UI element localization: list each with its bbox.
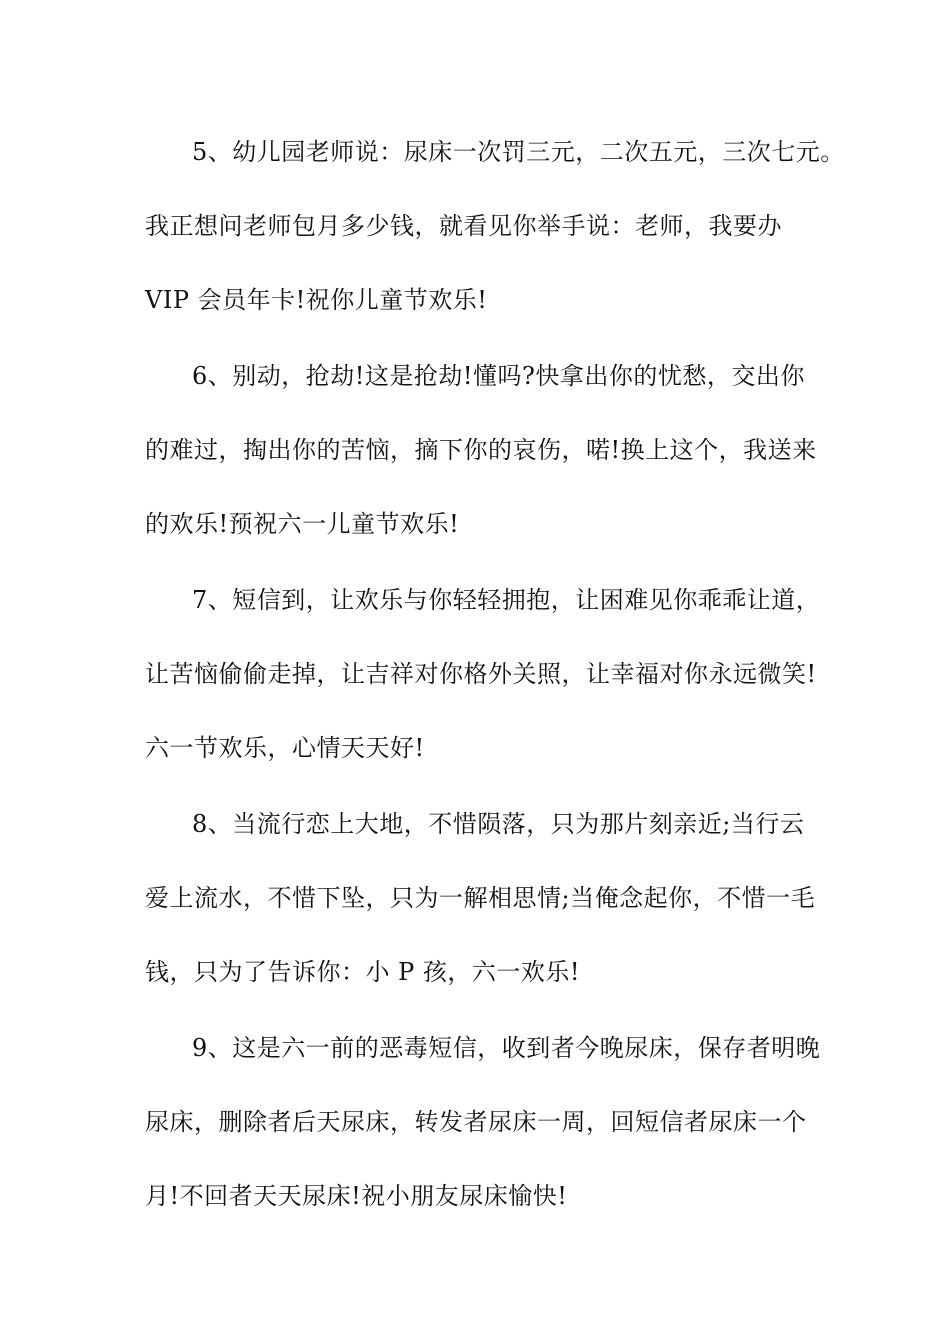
paragraph-8-line-3: 钱，只为了告诉你：小 P 孩，六一欢乐! (145, 958, 581, 986)
paragraph-7-line-3: 六一节欢乐，心情天天好! (145, 734, 425, 762)
paragraph-8-line-1: 8、当流行恋上大地，不惜陨落，只为那片刻亲近;当行云 (192, 810, 805, 838)
paragraph-5-line-1: 5、幼儿园老师说：尿床一次罚三元，二次五元，三次七元。 (192, 138, 845, 166)
paragraph-6-line-2: 的难过，掏出你的苦恼，摘下你的哀伤，喏!换上这个，我送来 (145, 436, 817, 464)
paragraph-7-line-1: 7、短信到，让欢乐与你轻轻拥抱，让困难见你乖乖让道， (192, 586, 821, 614)
paragraph-9-line-3: 月!不回者天天尿床!祝小朋友尿床愉快! (145, 1182, 568, 1210)
paragraph-6-line-1: 6、别动，抢劫!这是抢劫!懂吗?快拿出你的忧愁，交出你 (192, 362, 805, 390)
paragraph-7-line-2: 让苦恼偷偷走掉，让吉祥对你格外关照，让幸福对你永远微笑! (145, 660, 817, 688)
paragraph-5-line-2: 我正想问老师包月多少钱，就看见你举手说：老师，我要办 (145, 212, 782, 240)
paragraph-9-line-1: 9、这是六一前的恶毒短信，收到者今晚尿床，保存者明晚 (192, 1034, 821, 1062)
paragraph-5-line-3: VIP 会员年卡!祝你儿童节欢乐! (145, 286, 488, 314)
paragraph-8-line-2: 爱上流水，不惜下坠，只为一解相思情;当俺念起你，不惜一毛 (145, 884, 816, 912)
paragraph-6-line-3: 的欢乐!预祝六一儿童节欢乐! (145, 510, 460, 538)
paragraph-9-line-2: 尿床，删除者后天尿床，转发者尿床一周，回短信者尿床一个 (145, 1108, 807, 1136)
